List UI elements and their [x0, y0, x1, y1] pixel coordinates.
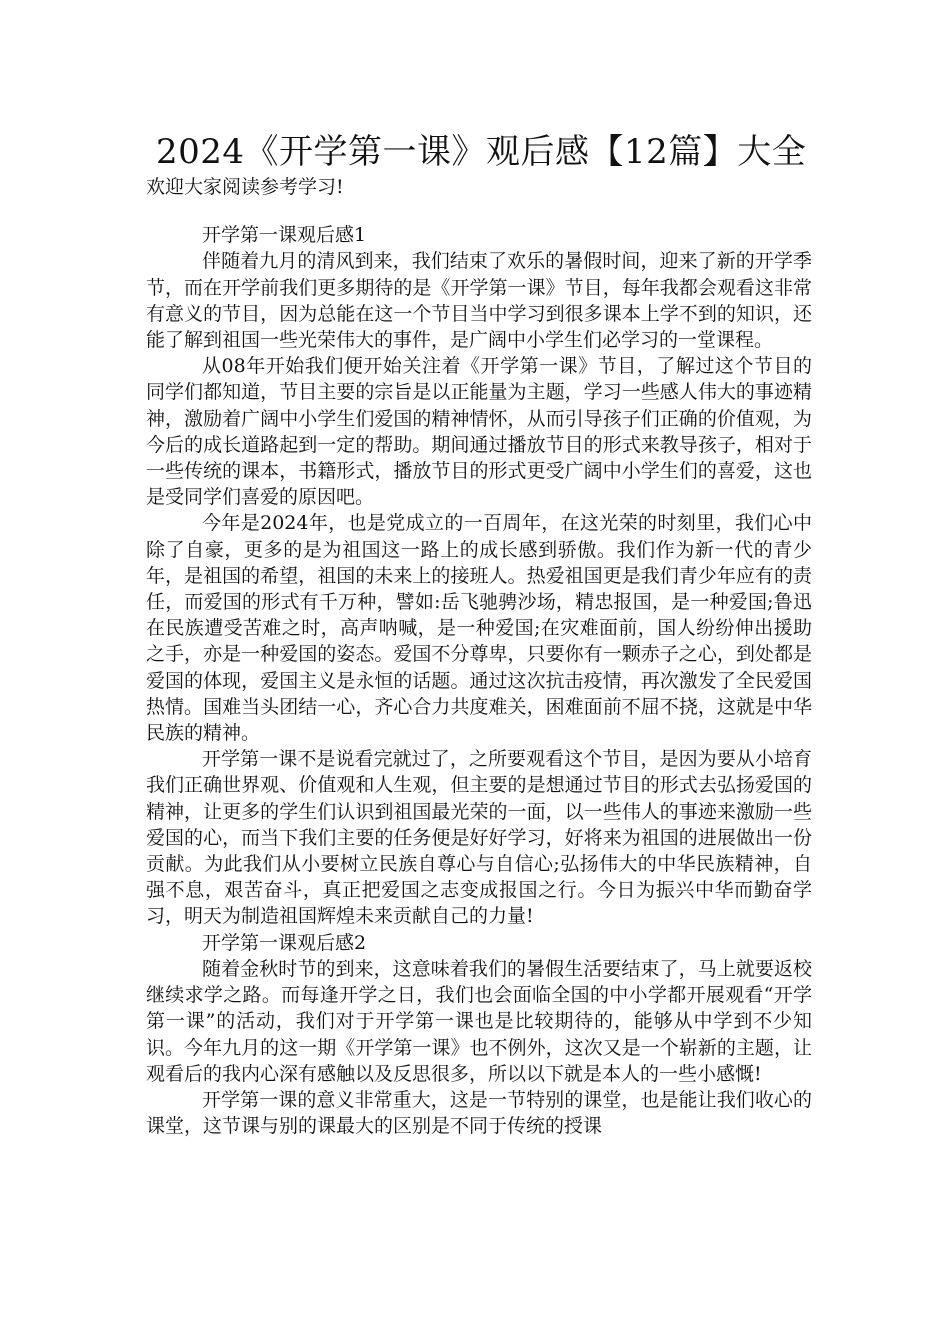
paragraph: 随着金秋时节的到来，这意味着我们的暑假生活要结束了，马上就要返校继续求学之路。而每逢开学之日，我们也会面临全国的中小学都开展观看“开学第一课”的活动，我们对于开学第一课也是比较期待的，能够从中学到不少知识。今年九月的这一期《开学第一课》也不例外，这次又是一个崭新的主题，让观看后的我内心深有感触以及反思很多，所以以下就是本人的一些小感慨! — [146, 957, 812, 1085]
section-heading: 开学第一课观后感2 — [202, 931, 367, 954]
paragraph: 从08年开始我们便开始关注着《开学第一课》节目，了解过这个节目的同学们都知道，节目主要的宗旨是以正能量为主题，学习一些感人伟大的事迹精神，激励着广阔中小学生们爱国的精神情怀，从而引导孩子们正确的价值观，为今后的成长道路起到一定的帮助。期间通过播放节目的形式来教导孩子，相对于一些传统的课本，书籍形式，播放节目的形式更受广阔中小学生们的喜爱，这也是受同学们喜爱的原因吧。 — [146, 355, 812, 509]
paragraph: 今年是2024年，也是党成立的一百周年，在这光荣的时刻里，我们心中除了自豪，更多的是为祖国这一路上的成长感到骄傲。我们作为新一代的青少年，是祖国的希望，祖国的未来上的接班人。热爱祖国更是我们青少年应有的责任，而爱国的形式有千万种，譬如:岳飞驰骋沙场，精忠报国，是一种爱国;鲁迅在民族遭受苦难之时，高声呐喊，是一种爱国;在灾难面前，国人纷纷伸出援助之手，亦是一种爱国的姿态。爱国不分尊卑，只要你有一颗赤子之心，到处都是爱国的体现，爱国主义是永恒的话题。通过这次抗击疫情，再次激发了全民爱国热情。国难当头团结一心，齐心合力共度难关，困难面前不屈不挠，这就是中华民族的精神。 — [146, 512, 812, 745]
section-heading: 开学第一课观后感1 — [202, 224, 367, 247]
intro-text: 欢迎大家阅读参考学习! — [146, 176, 344, 198]
paragraph: 开学第一课的意义非常重大，这是一节特别的课堂，也是能让我们收心的课堂，这节课与别的课最大的区别是不同于传统的授课 — [146, 1088, 812, 1138]
paragraph: 伴随着九月的清风到来，我们结束了欢乐的暑假时间，迎来了新的开学季节，而在开学前我们更多期待的是《开学第一课》节目，每年我都会观看这非常有意义的节目，因为总能在这一个节目当中学习到很多课本上学不到的知识，还能了解到祖国一些光荣伟大的事件，是广阔中小学生们必学习的一堂课程。 — [146, 250, 812, 352]
paragraph: 开学第一课不是说看完就过了，之所要观看这个节目，是因为要从小培育我们正确世界观、价值观和人生观，但主要的是想通过节目的形式去弘扬爱国的精神，让更多的学生们认识到祖国最光荣的一面，以一些伟人的事迹来激励一些爱国的心，而当下我们主要的任务便是好好学习，好将来为祖国的进展做出一份贡献。为此我们从小要树立民族自尊心与自信心;弘扬伟大的中华民族精神，自强不息，艰苦奋斗，真正把爱国之志变成报国之行。今日为振兴中华而勤奋学习，明天为制造祖国辉煌未来贡献自己的力量! — [146, 748, 812, 928]
document-title: 2024《开学第一课》观后感【12篇】大全 — [156, 132, 807, 172]
